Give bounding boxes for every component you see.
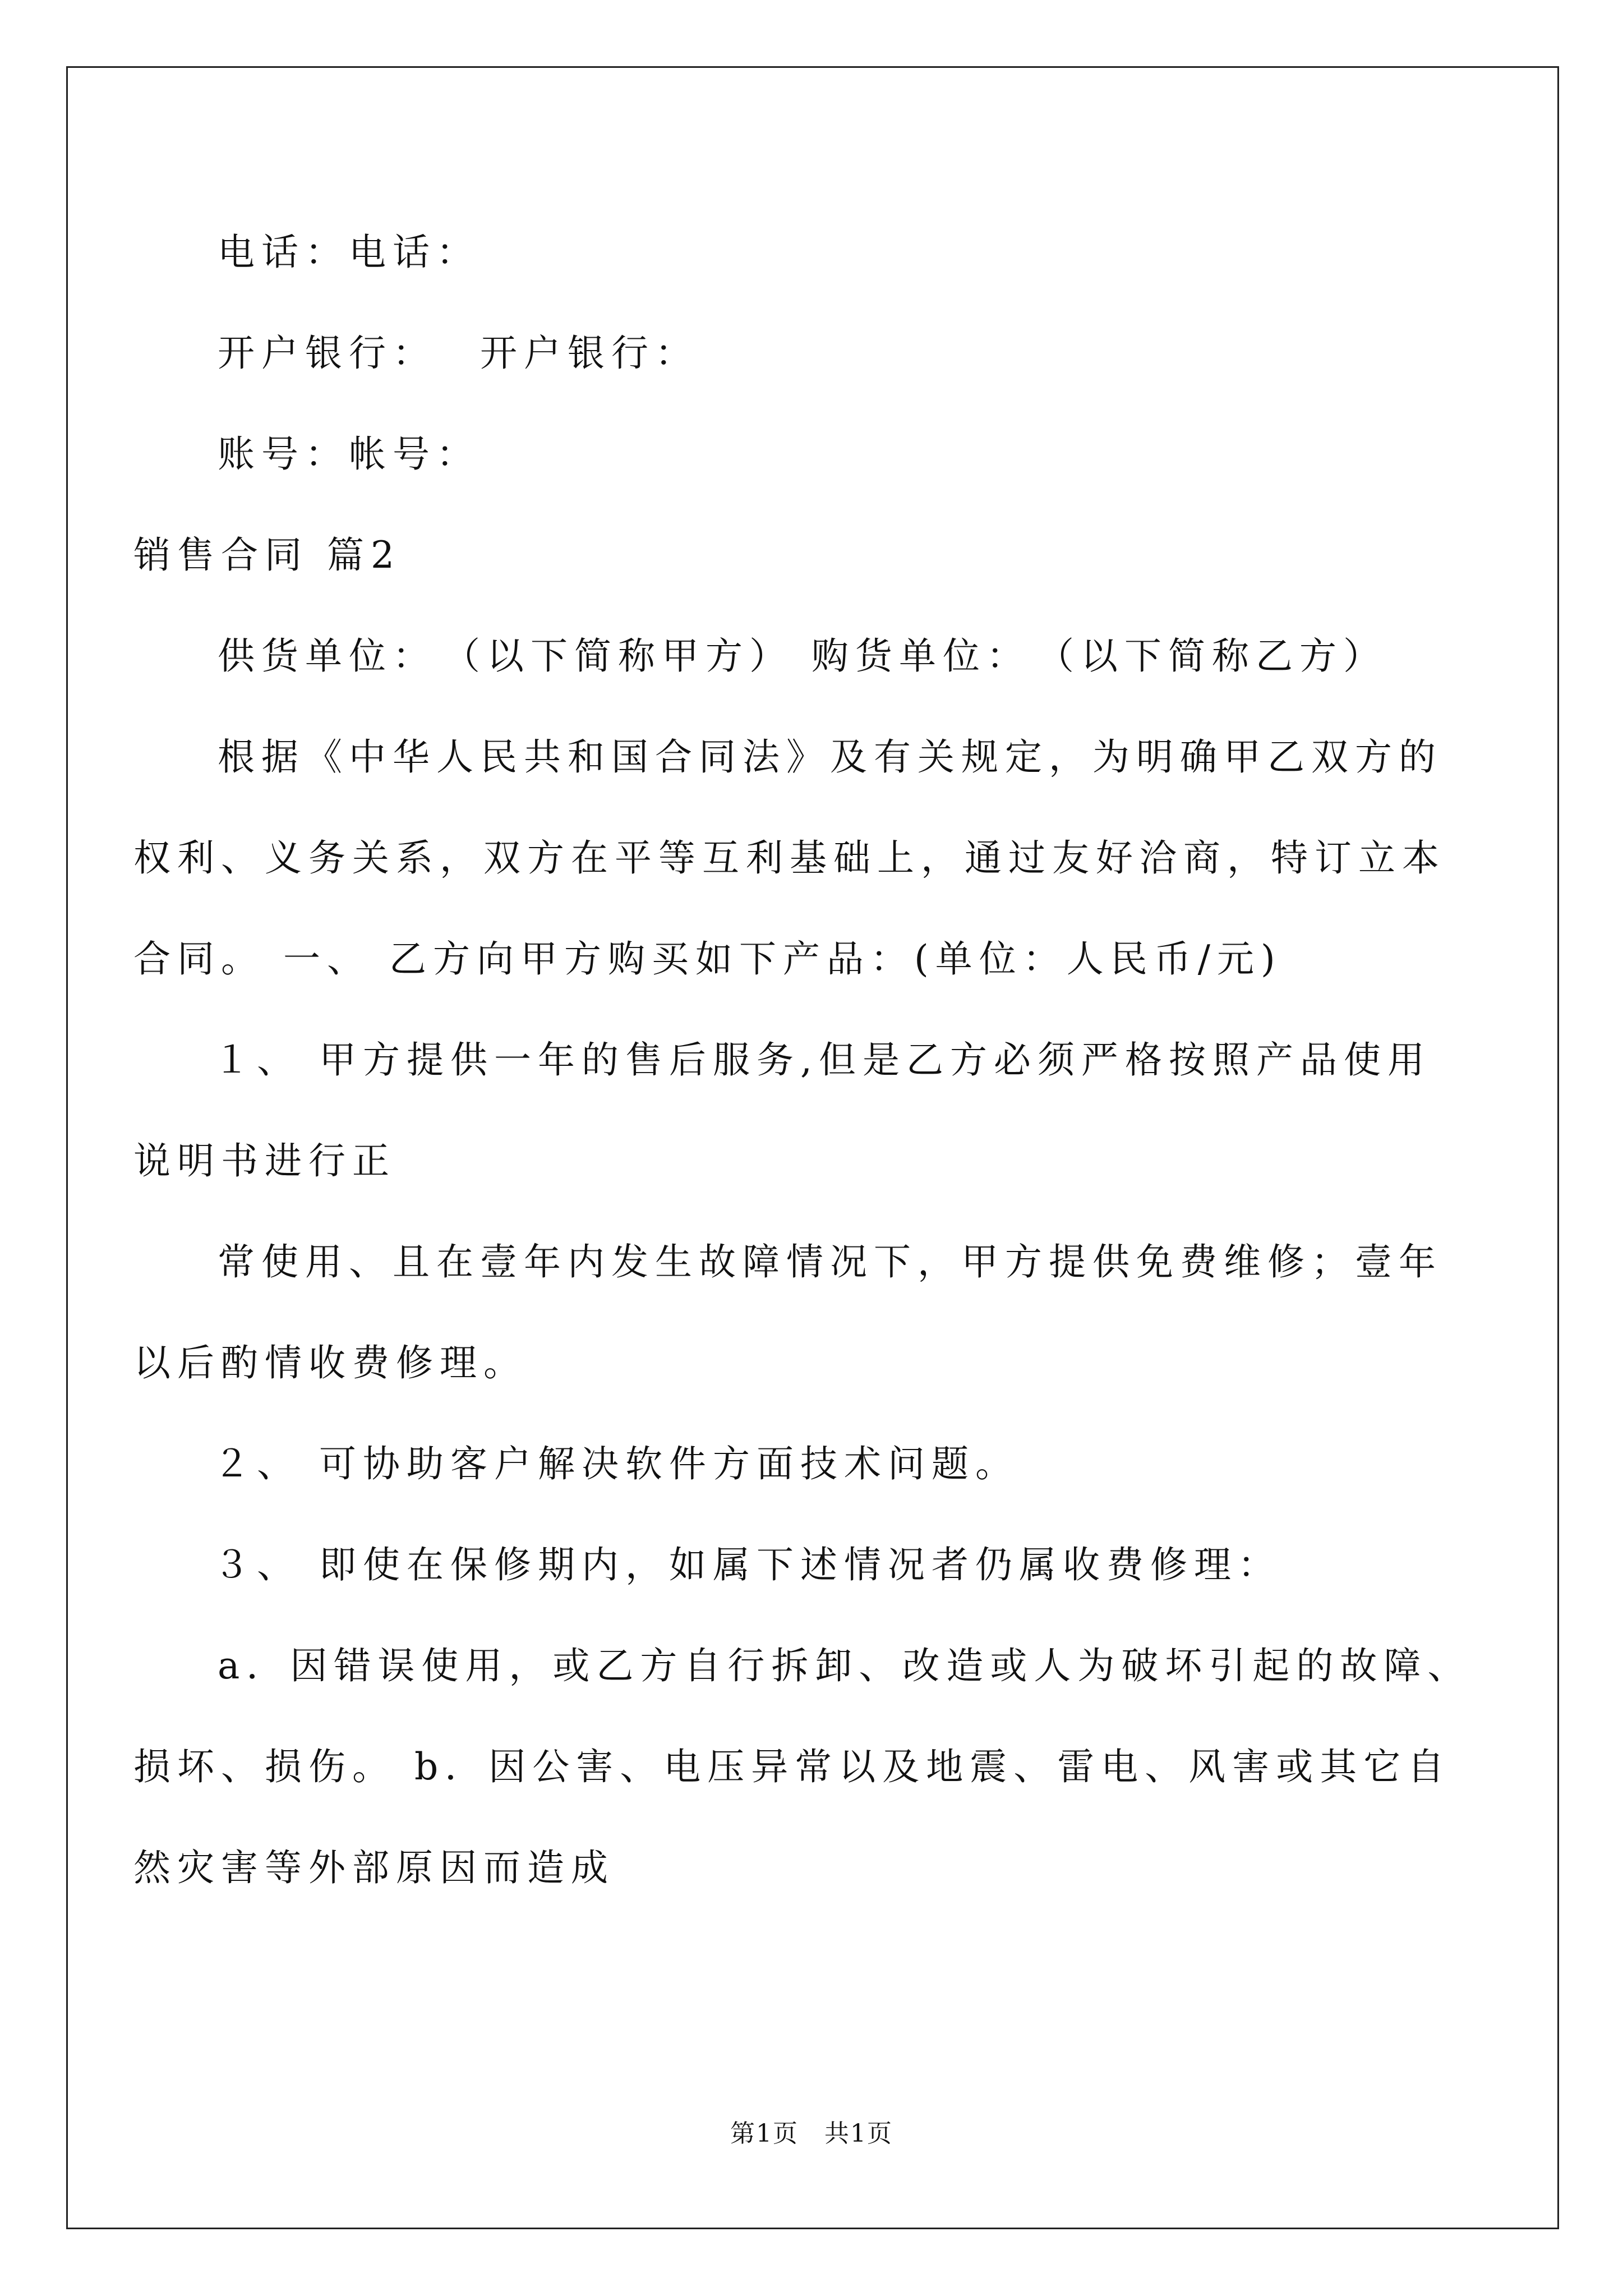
clause-3-line: ３、 即使在保修期内，如属下述情况者仍属收费修理：	[213, 1543, 1281, 1586]
page-footer: 第1页 共1页	[730, 2119, 893, 2148]
account-line: 账号：帐号：	[218, 432, 480, 476]
paragraph-line: 然灾害等外部原因而造成	[133, 1846, 615, 1889]
clause-1-line: １、 甲方提供一年的售后服务,但是乙方必须严格按照产品使用	[213, 1038, 1431, 1082]
paragraph-line: 合同。 一、 乙方向甲方购买如下产品：(单位：人民币/元)	[133, 937, 1282, 981]
paragraph-line: 常使用、且在壹年内发生故障情况下，甲方提供免费维修；壹年	[218, 1240, 1442, 1283]
paragraph-line: 根据《中华人民共和国合同法》及有关规定，为明确甲乙双方的	[218, 735, 1442, 779]
paragraph-line: 以后酌情收费修理。	[133, 1341, 527, 1384]
paragraph-line: 说明书进行正	[133, 1139, 396, 1182]
clause-b-line: 损坏、损伤。 b．因公害、电压异常以及地震、雷电、风害或其它自	[133, 1745, 1451, 1788]
phone-line: 电话：电话：	[218, 231, 480, 274]
clause-2-line: ２、 可协助客户解决软件方面技术问题。	[213, 1442, 1019, 1485]
section-heading: 销售合同 篇2	[133, 533, 401, 577]
paragraph-line: 权利、义务关系，双方在平等互利基础上，通过友好洽商，特订立本	[133, 836, 1446, 880]
clause-a-line: a．因错误使用，或乙方自行拆卸、改造或人为破坏引起的故障、	[218, 1644, 1472, 1687]
document-body	[133, 0, 1513, 2132]
parties-line: 供货单位： （以下简称甲方） 购货单位： （以下简称乙方）	[218, 634, 1387, 678]
bank-line: 开户银行： 开户银行：	[218, 332, 699, 375]
